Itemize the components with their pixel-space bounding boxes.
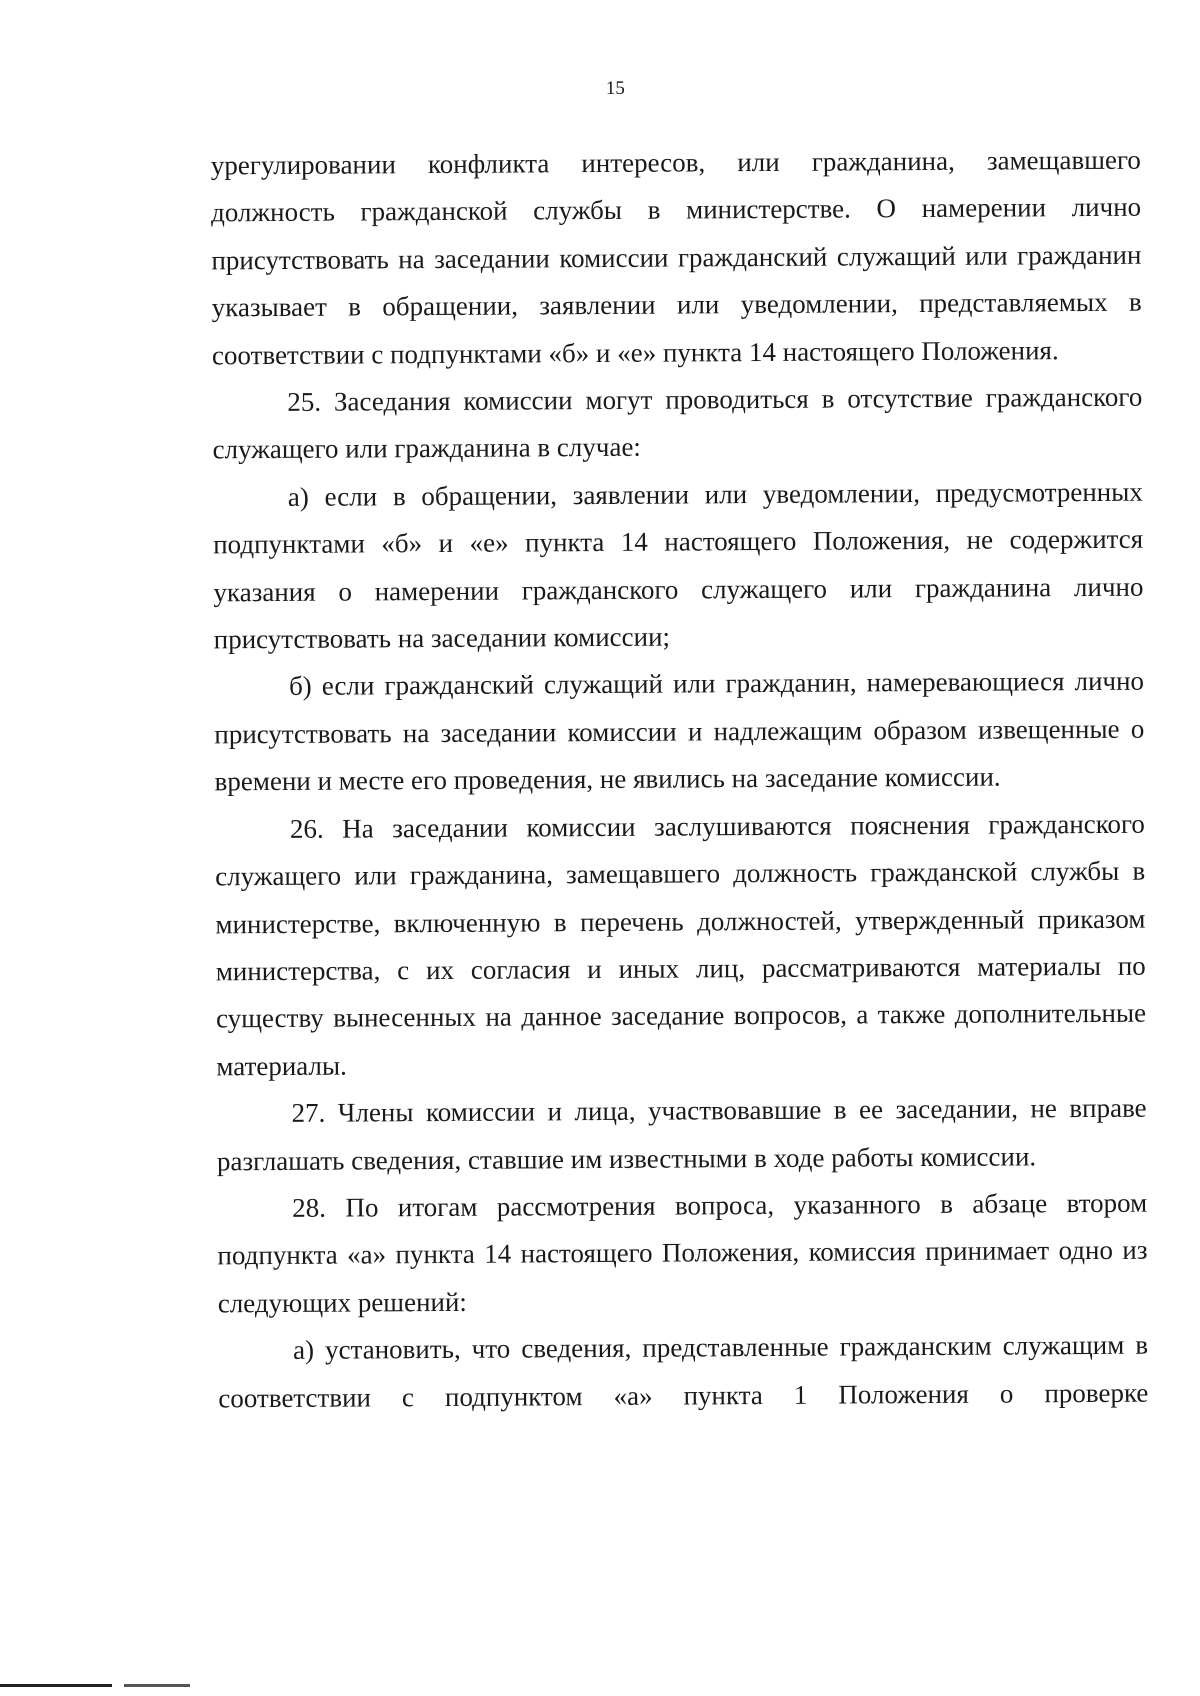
paragraph-26: 26. На заседании комиссии заслушиваются пояснения гражданского служащего или гражданина, замещавшего должность гражданской службы в министерстве, включенную в перечень должностей, утвержденный приказом министерства, с их согласия и иных лиц, рассматриваются материалы по существу вынесенных на данное заседание вопросов, а также дополнительные материалы. (215, 808, 1147, 1082)
page-number: 15 (605, 77, 625, 99)
paragraph-28: 28. По итогам рассмотрения вопроса, указанного в абзаце втором подпункта «а» пункта 14 настоящего Положения, комиссия принимает одно из следующих решений: (217, 1187, 1148, 1319)
paragraph-27: 27. Члены комиссии и лица, участвовавшие в ее заседании, не вправе разглашать сведения, ставшие им известными в ходе работы комиссии. (216, 1092, 1147, 1176)
paragraph-25-b: б) если гражданский служащий или гражданин, намеревающиеся лично присутствовать на заседании комиссии и надлежащим образом извещенные о времени и месте его проведения, не явились на заседание комиссии. (214, 666, 1145, 797)
paragraph-continuation: урегулировании конфликта интересов, или гражданина, замещавшего должность гражданской службы в министерстве. О намерении лично присутствовать на заседании комиссии гражданский служащий или гражданин указывает в обращении, заявлении или уведомлении, представляемых в соответствии с подпунктами «б» и «е» пункта 14 настоящего Положения. (210, 144, 1142, 370)
paragraph-25: 25. Заседания комиссии могут проводиться в отсутствие гражданского служащего или гражданина в случае: (212, 381, 1143, 465)
paragraph-25-a: а) если в обращении, заявлении или уведомлении, предусмотренных подпунктами «б» и «е» пункта 14 настоящего Положения, не содержится указания о намерении гражданского служащего или гражданина лично присутствовать на заседании комиссии; (213, 476, 1144, 655)
footer-scan-line (0, 1684, 190, 1687)
paragraph-28-a: а) установить, что сведения, представленные гражданским служащим в соответствии с подпунктом «а» пункта 1 Положения о проверке (218, 1329, 1149, 1413)
document-body (211, 137, 1149, 1423)
